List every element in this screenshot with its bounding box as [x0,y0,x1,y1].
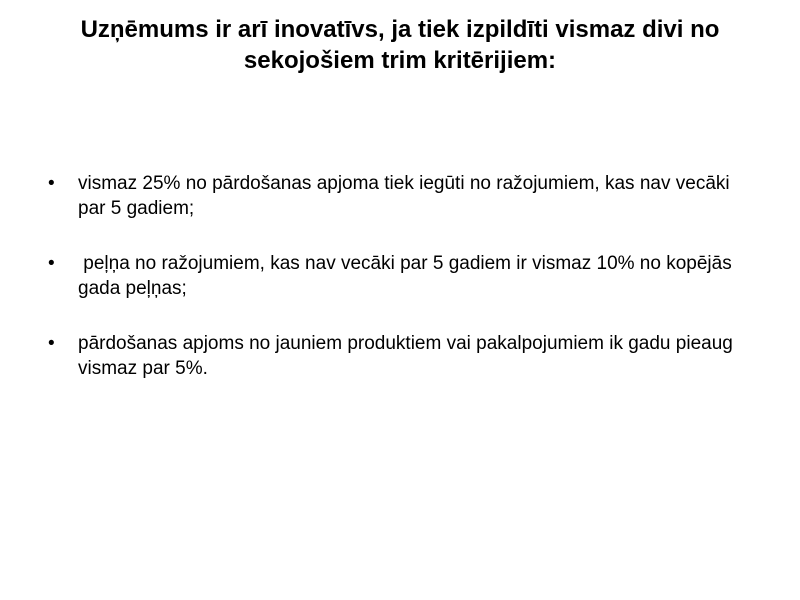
bullet-dot-icon: • [48,173,55,194]
bullet-dot-icon: • [48,333,55,354]
bullet-text: peļņa no ražojumiem, kas nav vecāki par 5 gadiem ir vismaz 10% no kopējās gada peļņas; [78,253,737,299]
bullet-item [48,251,748,301]
bullet-text: vismaz 25% no pārdošanas apjoma tiek iegūti no ražojumiem, kas nav vecāki par 5 gadiem; [78,173,730,219]
slide-title: Uzņēmums ir arī inovatīvs, ja tiek izpildīti vismaz divi no sekojošiem trim kritērijiem: [80,16,720,74]
bullet-list [48,171,748,411]
bullet-item [48,171,748,221]
bullet-dot-icon: • [48,253,55,274]
bullet-text: pārdošanas apjoms no jauniem produktiem vai pakalpojumiem ik gadu pieaug vismaz par 5%. [78,333,733,379]
bullet-item [48,331,748,381]
